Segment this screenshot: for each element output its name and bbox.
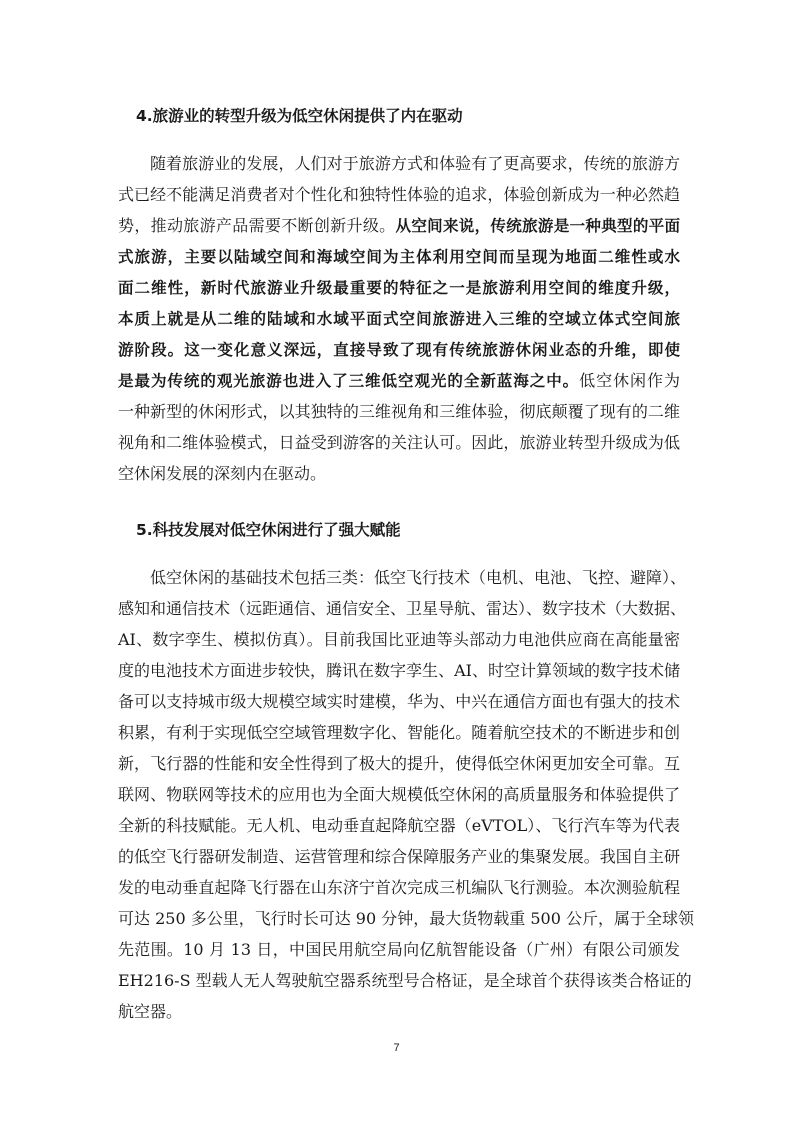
bold-text-run: 游阶段。这一变化意义深远，直接导致了现有传统旅游休闲业态的升维，即使 <box>118 341 680 359</box>
paragraph-line <box>118 996 680 1027</box>
section-5-heading: 5.科技发展对低空休闲进行了强大赋能 <box>136 521 401 539</box>
bold-text-run: 从空间来说，传统旅游是一种典型的平面 <box>395 217 680 235</box>
paragraph-line <box>118 934 680 965</box>
text-run: 随着旅游业的发展，人们对于旅游方式和体验有了更高要求，传统的旅游方 <box>150 154 680 173</box>
text-run: 全新的科技赋能。无人机、电动垂直起降航空器（eVTOL）、飞行汽车等为代表 <box>118 816 680 835</box>
paragraph-line <box>118 903 694 934</box>
bold-text-run: 式旅游，主要以陆域空间和海域空间为主体利用空间而呈现为地面二维性或水 <box>118 248 680 266</box>
text-run: 势，推动旅游产品需要不断创新升级。 <box>118 216 396 235</box>
page-number: 7 <box>393 1042 400 1054</box>
paragraph-line <box>118 179 680 210</box>
paragraph-line <box>118 717 680 748</box>
paragraph-line <box>118 779 680 810</box>
section-4-heading: 4.旅游业的转型升级为低空休闲提供了内在驱动 <box>136 107 463 125</box>
paragraph-line <box>118 148 680 179</box>
bold-text-run: 是最为传统的观光旅游也进入了三维低空观光的全新蓝海之中。 <box>118 372 580 390</box>
paragraph-line <box>118 655 680 686</box>
paragraph-line <box>118 396 680 427</box>
bold-text-run: 面二维性，新时代旅游业升级最重要的特征之一是旅游利用空间的维度升级， <box>118 279 680 297</box>
text-run: 视角和二维体验模式，日益受到游客的关注认可。因此，旅游业转型升级成为低 <box>118 433 680 452</box>
text-run: 低空休闲的基础技术包括三类：低空飞行技术（电机、电池、飞控、避障）、 <box>150 568 687 587</box>
text-run: 式已经不能满足消费者对个性化和独特性体验的追求，体验创新成为一种必然趋 <box>118 185 680 204</box>
paragraph-line <box>118 210 680 241</box>
bold-text-run: 本质上就是从二维的陆域和水域平面式空间旅游进入三维的空域立体式空间旅 <box>118 310 680 328</box>
text-run: 积累，有利于实现低空空域管理数字化、智能化。随着航空技术的不断进步和创 <box>118 723 680 742</box>
paragraph-line <box>118 748 680 779</box>
paragraph-line <box>118 303 680 334</box>
paragraph-line <box>118 810 680 841</box>
text-run: 新，飞行器的性能和安全性得到了极大的提升，使得低空休闲更加安全可靠。互 <box>118 754 680 773</box>
text-run: 航空器。 <box>118 1002 183 1021</box>
paragraph-line <box>118 365 680 396</box>
section-4-paragraph <box>118 148 680 489</box>
paragraph-line <box>118 593 687 624</box>
text-run: 度的电池技术方面进步较快，腾讯在数字孪生、AI、时空计算领域的数字技术储 <box>118 661 680 680</box>
text-run: EH216-S 型载人无人驾驶航空器系统型号合格证，是全球首个获得该类合格证的 <box>118 971 692 990</box>
text-run: 先范围。10 月 13 日，中国民用航空局向亿航智能设备（广州）有限公司颁发 <box>118 940 680 959</box>
paragraph-line <box>118 562 687 593</box>
paragraph-line <box>118 458 680 489</box>
section-5-paragraph <box>118 562 694 1027</box>
text-run: 低空休闲作为 <box>579 371 680 390</box>
paragraph-line <box>118 624 680 655</box>
text-run: AI、数字孪生、模拟仿真）。目前我国比亚迪等头部动力电池供应商在高能量密 <box>118 630 680 649</box>
paragraph-line <box>118 334 680 365</box>
text-run: 一种新型的休闲形式，以其独特的三维视角和三维体验，彻底颠覆了现有的二维 <box>118 402 680 421</box>
text-run: 备可以支持城市级大规模空域实时建模，华为、中兴在通信方面也有强大的技术 <box>118 692 680 711</box>
paragraph-line <box>118 965 692 996</box>
text-run: 发的电动垂直起降飞行器在山东济宁首次完成三机编队飞行测验。本次测验航程 <box>118 878 680 897</box>
text-run: 空休闲发展的深刻内在驱动。 <box>118 464 327 483</box>
text-run: 可达 250 多公里，飞行时长可达 90 分钟，最大货物载重 500 公斤，属于全球领 <box>118 909 694 928</box>
paragraph-line <box>118 841 680 872</box>
paragraph-line <box>118 272 680 303</box>
paragraph-line <box>118 686 680 717</box>
text-run: 的低空飞行器研发制造、运营管理和综合保障服务产业的集聚发展。我国自主研 <box>118 847 680 866</box>
paragraph-line <box>118 872 680 903</box>
paragraph-line <box>118 427 680 458</box>
paragraph-line <box>118 241 680 272</box>
text-run: 感知和通信技术（远距通信、通信安全、卫星导航、雷达）、数字技术（大数据、 <box>118 599 687 618</box>
text-run: 联网、物联网等技术的应用也为全面大规模低空休闲的高质量服务和体验提供了 <box>118 785 680 804</box>
